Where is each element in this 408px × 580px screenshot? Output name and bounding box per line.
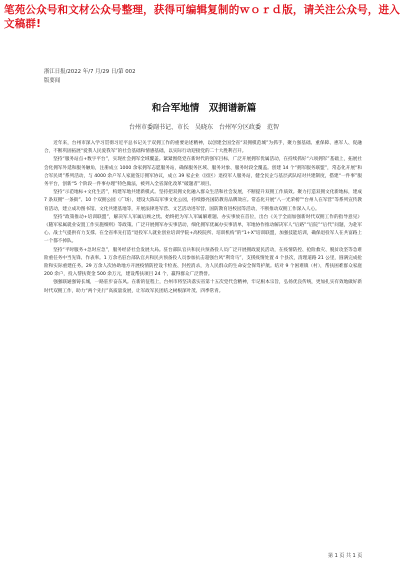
promo-banner: 笔苑公众号和文材公众号整理，获得可编辑复制的ｗｏｒｄ版，请关注公众号，进入文稿群! (4, 4, 400, 30)
source-line: 浙江日报/2022 年/7 月/29 日/第 002 (44, 69, 136, 75)
article-byline: 台州市委副书记、市长 吴晓东 台州军分区政委 范智 (128, 124, 279, 131)
paragraph: 坚持“服务站点+数字平台”，实现社会拥军全域覆盖。紧紧围绕党在新时代的强军目标，广泛开展拥军优属活动，在持续抓好“六项拥军”基础上，拓展社会化拥军外延和服务触角，注册成立 1000 余家拥军志愿服务站，确保服务区域、服务对象、服务时段全覆盖。创建 14 个“拥军服务联盟”，常态化开展“和合军民周”系列活动，与 4000 余户军人家庭签订拥军协议，成立 39 家企业（园区）退役军人服务站，健全民企与基层武队结对共建制度，搭建“一件事”服务平台，创新“5 个阶段一件事办理”特色做法，被列入全省深化改革“破题者”项目。 (44, 157, 362, 188)
paragraph: 坚持“平时服务+急时应急”，服务经济社会发展大局。驻台部队官兵和民兵预备役人员广泛开展拥政爱民活动，在疫情防控、抢险救灾、脱贫攻坚等急难险重任务中当先锋、作表率。1 万余名驻台部队官兵和民兵预备役人员参加抗击超强台风“利奇马”，支援疫情处置 4 个县次，清理道路 21 公里，圆满完成抢险和实际重建任务。29 万余人次协助地方开展疫情防控设卡检查、封控消杀，为人民群众的生命安全保驾护航。结对 9 个困难镇（村），帮扶困难群众家庭 200 余户，投入帮扶资金 500 余万元，建设帮扶项目 24 个，赢得群众广泛赞誉。 (44, 247, 362, 278)
paragraph: 强强联通强铸长城，一路驻步奋东风。在新的征程上，台州市将坚决落实省第十五次党代会精神，牢记根本宗旨，弘扬优良传统，更加扎实有效地做好新时代双拥工作，助力“两个先行”高质量发展，让军政军民团结之树根深叶茂、四季常青。 (44, 280, 362, 294)
section-line: 版要闻 (44, 78, 61, 84)
publication-meta (44, 68, 136, 86)
article-body (44, 140, 362, 296)
article-title: 和合军地情 双拥谱新篇 (151, 103, 257, 114)
paragraph: 坚持“示范地标+文化生活”，构建军地共建新模式。坚持把双拥文化融入群众生活和社会发展，不断提升双拥工作质效。聚力打造双拥文化新地标，建成 7 条双拥“一条街”、10 个双拥公园（广场），建设大陈岛军事文化公园，持续擦亮国防教育品牌效应。常态化开展“八一光荣榜”“台州人在军营”等系列宣传教育活动，建立成功图书馆、文化共建基地等，开展法律进军营、文艺活动进军营、国防教育进校园等活动，不断推动双拥工作深入人心。 (44, 190, 362, 212)
paragraph: 近年来，台州市深入学习贯彻习近平总书记关于双拥工作的重要论述精神，以创建全国全省“双拥模范城”为抓手，聚力强基础、重保障、惠军人、促融合，不断巩固拓展“爱我人民爱我军”的社会基础和情感基础，以实际行动迎接党的二十大胜利召开。 (44, 141, 362, 155)
page-number: 第 1 页 共 1 页 (328, 553, 363, 559)
paragraph: 坚持“政策推动+培训联盟”，解决军人军属后顾之忧。始终把为军人军属解难题、办实事放在首位，出台《关于全面加强新时代双拥工作的指导意见》《随军家属就业安置工作实施细则》等政策。广泛开展拥军办实事活动，细化拥军优属办实事清单，军地协作推动解决军人“后路”“后院”“后代”问题，为赴军心、战士气提供有力支撑。在全省率先打造“退役军人就业创业培训学院+高校院所、培训机构”的“1+X”培训联盟，加强技能培训，确保退役军人在共富路上一个都不掉队。 (44, 214, 362, 245)
